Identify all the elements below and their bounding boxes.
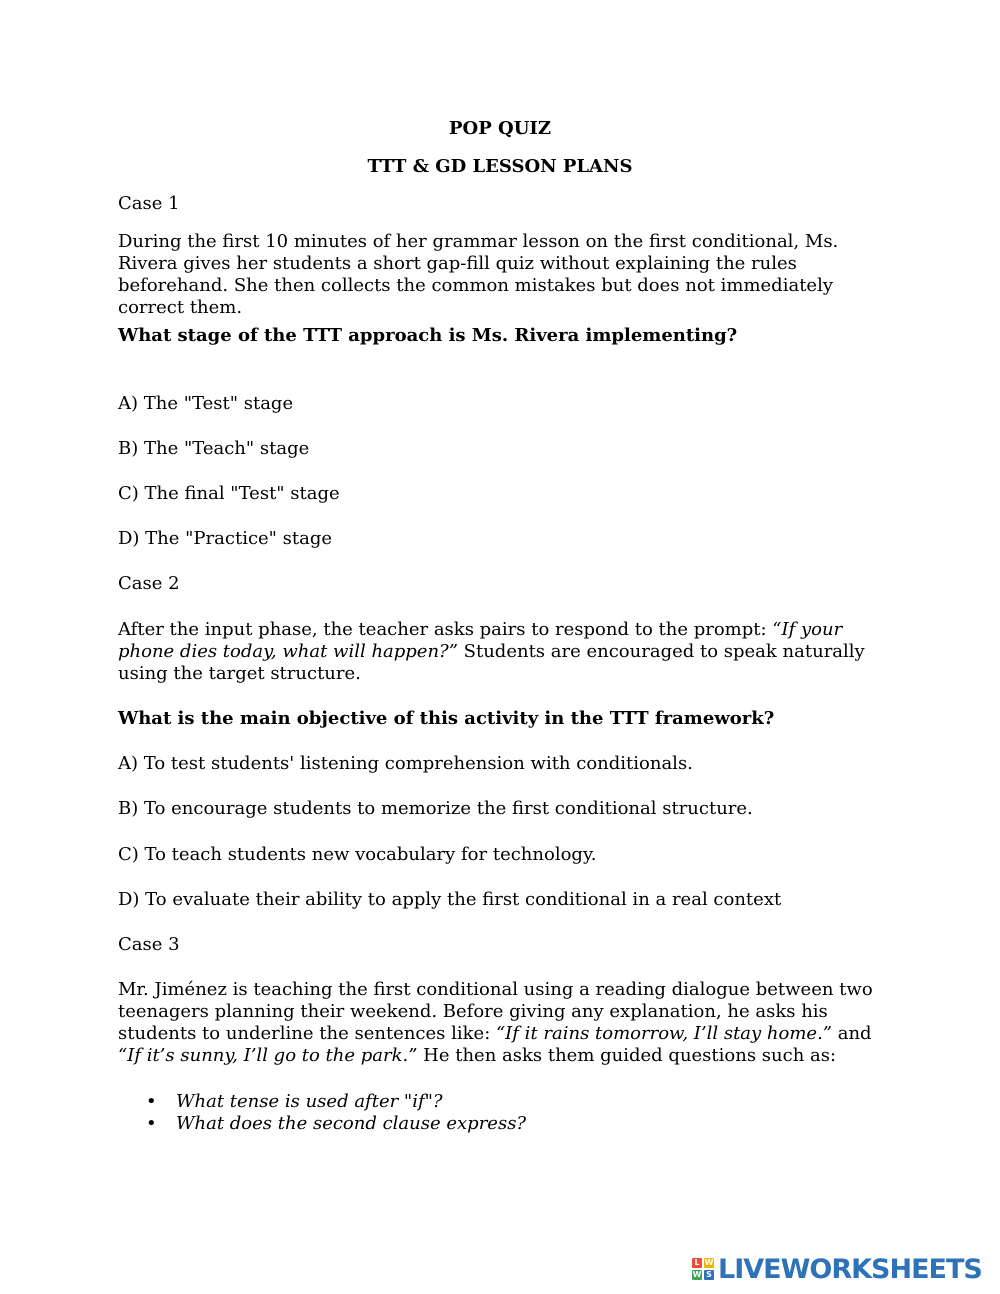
case1-option-a: A) The "Test" stage [118, 393, 294, 414]
case2-option-d: D) To evaluate their ability to apply the first conditional in a real context [118, 889, 782, 910]
case3-text-2: and [832, 1023, 872, 1044]
case2-question: What is the main objective of this activity in the TTT framework? [118, 708, 775, 729]
case1-label: Case 1 [118, 193, 180, 214]
logo-text: LIVEWORKSHEETS [718, 1253, 982, 1285]
page-title: POP QUIZ [449, 118, 551, 139]
case1-option-c: C) The final "Test" stage [118, 483, 340, 504]
case2-option-c: C) To teach students new vocabulary for technology. [118, 844, 597, 865]
case3-text-3: He then asks them guided questions such as: [417, 1045, 837, 1066]
list-item: • What does the second clause express? [118, 1113, 888, 1135]
case1-text: During the first 10 minutes of her grammar lesson on the first conditional, Ms. Rivera gives her students a short gap-fill quiz without explaining the rules beforehand. She then collects the common mistakes but does not immediately correct them. [118, 231, 839, 318]
liveworksheets-logo[interactable] [692, 1254, 982, 1284]
case3-bullet-list [118, 1091, 888, 1135]
case1-question: What stage of the TTT approach is Ms. Rivera implementing? [118, 325, 738, 346]
case2-label: Case 2 [118, 573, 180, 594]
case3-text-1: Mr. Jiménez is teaching the first conditional using a reading dialogue between two teenagers planning their weekend. Before giving any explanation, he asks his students to underline the sentences like: [118, 979, 873, 1044]
logo-tile: S [704, 1270, 714, 1280]
case3-label: Case 3 [118, 934, 180, 955]
logo-tile: L [692, 1258, 702, 1268]
logo-tile: W [692, 1270, 702, 1279]
case2-text [118, 619, 888, 685]
case1-option-b: B) The "Teach" stage [118, 438, 310, 459]
list-item: • What tense is used after "if"? [118, 1091, 888, 1113]
case2-text-before: After the input phase, the teacher asks pairs to respond to the prompt: [118, 619, 773, 640]
case2-option-b: B) To encourage students to memorize the first conditional structure. [118, 798, 753, 819]
page-subtitle: TTT & GD LESSON PLANS [367, 156, 633, 177]
case2-prompt: “If your phone dies today, what will happen?” [118, 619, 843, 662]
case2-text-after: Students are encouraged to speak naturally using the target structure. [118, 641, 865, 684]
logo-grid-icon [692, 1258, 714, 1280]
case1-option-d: D) The "Practice" stage [118, 528, 333, 549]
logo-tile: W [704, 1258, 714, 1267]
case3-example-2: “If it’s sunny, I’ll go to the park.” [118, 1045, 418, 1066]
case2-option-a: A) To test students' listening comprehension with conditionals. [118, 753, 693, 774]
case3-text [118, 979, 888, 1067]
case3-example-1: “If it rains tomorrow, I’ll stay home.” [495, 1023, 833, 1044]
